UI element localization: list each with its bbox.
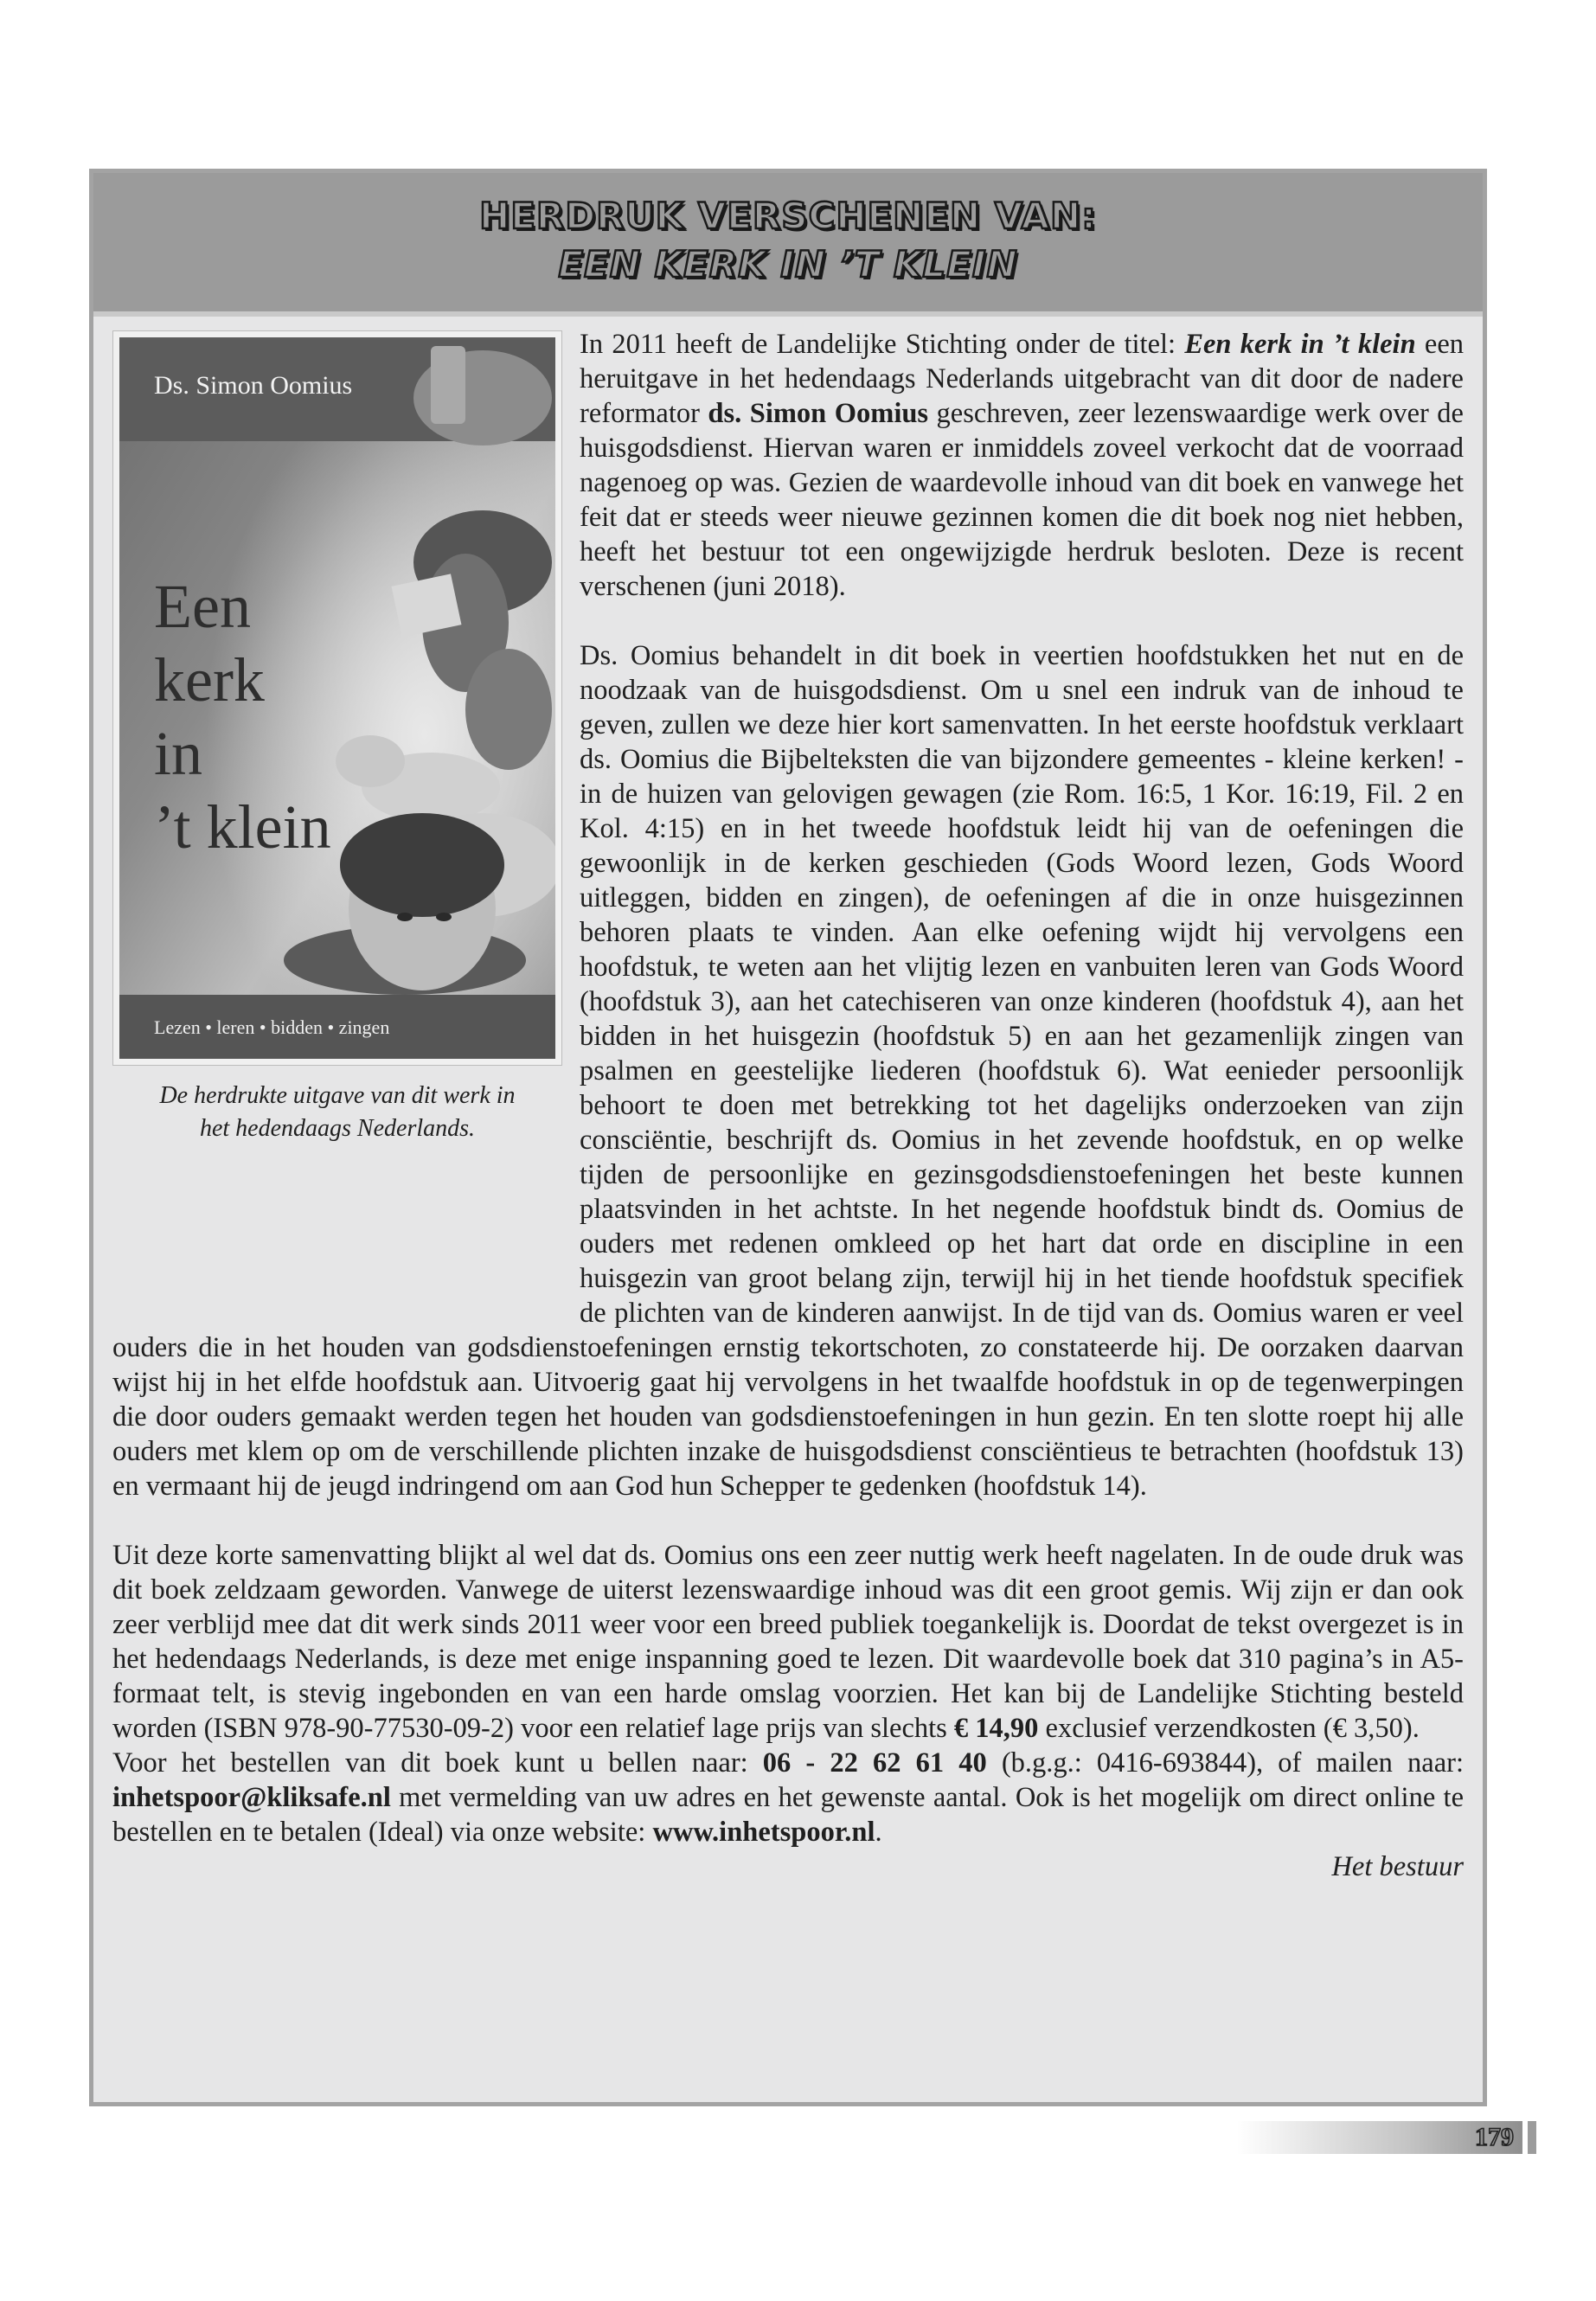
website-link[interactable]: www.inhetspoor.nl [652,1817,875,1848]
signature: Het bestuur [1331,1851,1464,1882]
phone-number: 06 - 22 62 61 40 [762,1747,987,1779]
email-link[interactable]: inhetspoor@kliksafe.nl [112,1782,391,1813]
cover-title-line: ’t klein [154,792,331,862]
author-name: ds. Simon Oomius [708,398,929,429]
cover-float-space [112,327,580,1330]
page-number: 179 [1475,2123,1514,2151]
price: € 14,90 [953,1713,1039,1744]
article-body [112,327,1464,1884]
text-run: . [875,1817,882,1848]
text-run: met vermelding van uw adres en het gewenste aantal. Ook is het mogelijk om direct online te bestellen en te betalen (Ideal) via onze website: [112,1782,1464,1848]
cover-subtitle: Lezen • leren • bidden • zingen [154,1016,390,1038]
text-run: Uit deze korte samenvatting blijkt al wel dat ds. Oomius ons een zeer nuttig werk heeft nagelaten. In de oude druk was dit boek zeldzaam geworden. Vanwege de uiterst lezenswaardige inhoud was dit een groot gemis. Wij zijn er dan ook zeer verblijd mee dat dit werk sinds 2011 weer voor een breed publiek toegankelijk is. Doordat de tekst overgezet is in het hedendaags Nederlands, is deze met enige inspanning goed te lezen. Dit waardevolle boek dat 310 pagina’s in A5-formaat telt, is stevig ingebonden en van een harde omslag voorzien. Het kan bij de Landelijke Stichting besteld worden (ISBN 978-90-77530-09-2) voor een relatief lage prijs van slechts [112,1540,1464,1744]
caption-line: het hedendaags Nederlands. [199,1115,476,1142]
cover-title-line: in [154,719,203,788]
article-frame [89,169,1487,2106]
text-run: een heruitgave in het hedendaags Nederlands uitgebracht van dit door de nadere reformator [580,329,1464,429]
paragraph-summary: Ds. Oomius behandelt in dit boek in veertien hoofdstukken het nut en de noodzaak van de huisgodsdienst. Om u snel een indruk van de inhoud te geven, zullen we deze hier kort samenvatten. In het eerste hoofdstuk verklaart ds. Oomius die Bijbelteksten die van bijzondere gemeentes - kleine kerken! - in de huizen van gelovigen gewagen (zie Rom. 16:5, 1 Kor. 16:19, Fil. 2 en Kol. 4:15) en in het tweede hoofdstuk leidt hij van de oefeningen die gewoonlijk in de kerken geschieden (Gods Woord lezen, Gods Woord uitleggen, bidden en zingen), de oefeningen af die in onze huisgezinnen behoren plaats te vinden. Aan elke oefening wijdt hij vervolgens een hoofdstuk, te weten aan het vlijtig lezen en vanbuiten leren van Gods Woord (hoofdstuk 3), aan het catechiseren van onze kinderen (hoofdstuk 4), aan het bidden in het huisgezin (hoofdstuk 5) en aan het gezamenlijk zingen van psalmen en geestelijke liederen (hoofdstuk 6). Wat eenieder persoonlijk behoort te doen met betrekking tot het dagelijks onderzoeken van zijn consciëntie, beschrijft ds. Oomius in het zevende hoofdstuk, en op welke tijden de persoonlijke en gezinsgodsdienstoefeningen het beste kunnen plaatsvinden in het achtste. In het negende hoofdstuk bindt ds. Oomius de ouders met redenen omkleed op het hart dat orde en discipline in een huisgezin van groot belang zijn, terwijl hij in het tiende hoofdstuk specifiek de plichten van de kinderen aanwijst. In de tijd van ds. Oomius waren er veel ouders die in het houden van godsdienstoefeningen ernstig tekortschoten, zo constateerde hij. De oorzaken daarvan wijst hij in het elfde hoofdstuk aan. Uitvoerig gaat hij vervolgens in het twaalfde hoofdstuk in op de tegenwerpingen die door ouders gemaakt werden tegen het houden van godsdienstoefeningen in hun gezin. En ten slotte roept hij alle ouders met klem op om de verschillende plichten inzake de huisgodsdienst consciëntieus te betrachten (hoofdstuk 13) en vermaant hij de jeugd indringend om aan God hun Schepper te gedenken (hoofdstuk 14). [112,640,1464,1502]
article-header [93,173,1483,317]
paragraph-conclusion [112,1538,1464,1746]
text-run: In 2011 heeft de Landelijke Stichting onder de titel: [580,329,1185,360]
book-title-heading: EEN KERK IN ’T KLEIN [558,243,1018,285]
text-run: (b.g.g.: 0416-693844), of mailen naar: [986,1747,1464,1779]
article-box [93,173,1483,2102]
text-run: Voor het bestellen van dit boek kunt u bellen naar: [112,1747,763,1779]
caption-line: De herdrukte uitgave van dit werk in [159,1082,516,1109]
cover-author: Ds. Simon Oomius [154,371,353,400]
text-run: exclusief verzendkosten (€ 3,50). [1038,1713,1420,1744]
cover-title-line: kerk [154,645,265,715]
page-number-stub [1528,2121,1536,2154]
headline: HERDRUK VERSCHENEN VAN: [479,195,1097,237]
paragraph-ordering [112,1746,1464,1849]
text-run: geschreven, zeer lezenswaardige werk over de huisgodsdienst. Hiervan waren er inmiddels zoveel verkocht dat de voorraad nagenoeg op was. Gezien de waardevolle inhoud van dit boek en vanwege het feit dat er steeds weer nieuwe gezinnen komen die dit boek nog niet hebben, heeft het bestuur tot een ongewijzigde herdruk besloten. Deze is recent verschenen (juni 2018). [580,398,1464,602]
cover-title-line: Een [154,572,251,641]
book-title-inline: Een kerk in ’t klein [1184,329,1416,360]
